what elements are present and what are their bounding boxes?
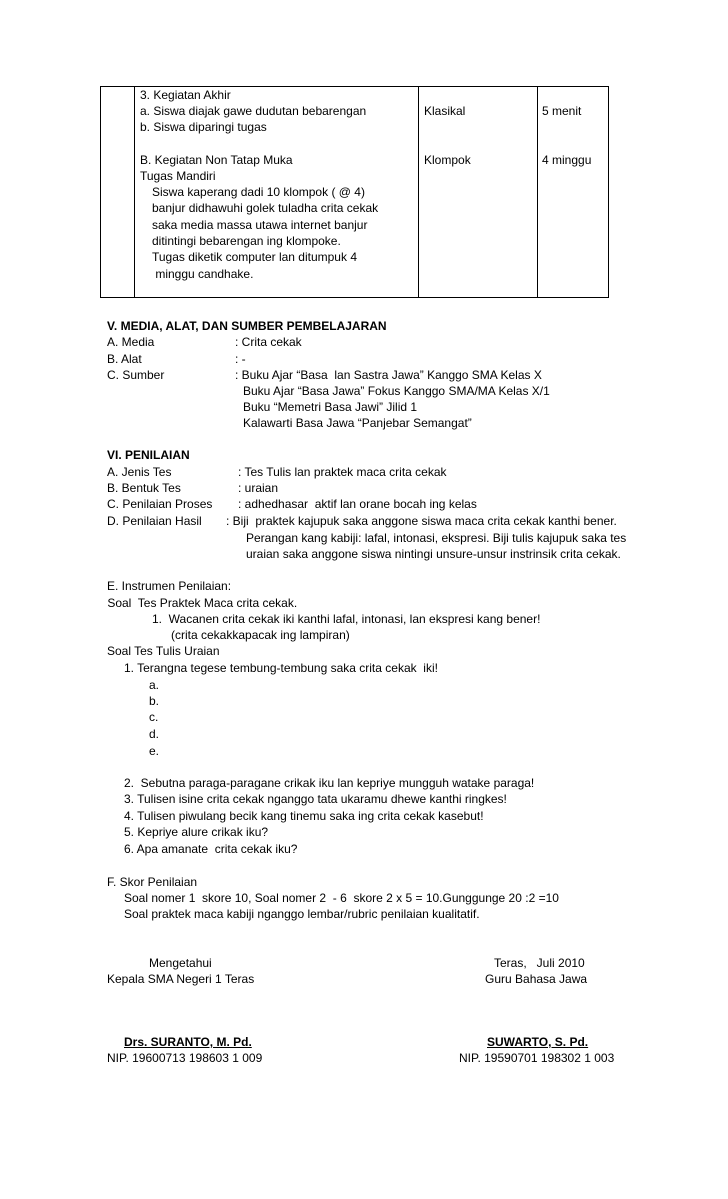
penilaian-hasil-value: : Biji praktek kajupuk saka anggone siswa maca crita cekak kanthi bener. [226,514,617,528]
mengetahui-label: Mengetahui [149,956,212,970]
question-subitem: d. [149,727,160,741]
guru-name: SUWARTO, S. Pd. [487,1035,589,1049]
tugas-line: ditintingi bebarengan ing klompoke. [152,234,341,248]
question-item: 6. Apa amanate crita cekak iku? [124,842,298,856]
skor-heading: F. Skor Penilaian [107,875,198,889]
guru-nip: NIP. 19590701 198302 1 003 [459,1051,615,1065]
sumber-value: Kalawarti Basa Jawa “Panjebar Semangat” [243,416,472,430]
question-item: 4. Tulisen piwulang becik kang tinemu saka ing crita cekak kasebut! [124,809,484,823]
sumber-label: C. Sumber [107,368,165,382]
jenis-tes-label: A. Jenis Tes [107,465,172,479]
bentuk-tes-label: B. Bentuk Tes [107,481,181,495]
media-value: : Crita cekak [235,335,302,349]
kegiatan-non-tatap-title: B. Kegiatan Non Tatap Muka [140,153,293,167]
table-column-divider [537,87,538,297]
media-heading: V. MEDIA, ALAT, DAN SUMBER PEMBELAJARAN [107,319,387,333]
bentuk-tes-value: : uraian [238,481,279,495]
kegiatan-akhir-time: 5 menit [542,104,582,118]
penilaian-proses-value: : adhedhasar aktif lan orane bocah ing kelas [238,497,477,511]
skor-line: Soal praktek maca kabiji nganggo lembar/rubric penilaian kualitatif. [124,907,480,921]
table-column-divider [418,87,419,297]
question-subitem: e. [149,744,160,758]
soal-praktek-note: (crita cekakkapacak ing lampiran) [171,628,350,642]
kepala-sekolah-name: Drs. SURANTO, M. Pd. [124,1035,252,1049]
skor-line: Soal nomer 1 skore 10, Soal nomer 2 - 6 skore 2 x 5 = 10.Gunggunge 20 :2 =10 [124,891,559,905]
penilaian-hasil-value: uraian saka anggone siswa nintingi unsure-unsur instrinsik crita cekak. [246,547,621,561]
tugas-line: banjur didhawuhi golek tuladha crita cekak [152,201,379,215]
guru-role: Guru Bahasa Jawa [485,972,588,986]
kegiatan-akhir-item-b: b. Siswa diparingi tugas [140,120,267,134]
sumber-value: Buku “Memetri Basa Jawi” Jilid 1 [243,400,418,414]
tugas-line: minggu candhake. [152,267,254,281]
jenis-tes-value: : Tes Tulis lan praktek maca crita cekak [238,465,447,479]
instrumen-heading: E. Instrumen Penilaian: [107,579,232,593]
kegiatan-akhir-form: Klasikal [424,104,466,118]
tugas-line: saka media massa utawa internet banjur [152,218,368,232]
tugas-line: Tugas diketik computer lan ditumpuk 4 [152,250,357,264]
kegiatan-akhir-item-a: a. Siswa diajak gawe dudutan bebarengan [140,104,367,118]
tugas-line: Siswa kaperang dadi 10 klompok ( @ 4) [152,185,365,199]
question-subitem: a. [149,678,160,692]
penilaian-proses-label: C. Penilaian Proses [107,497,213,511]
kepala-sekolah-nip: NIP. 19600713 198603 1 009 [107,1051,263,1065]
alat-value: : - [235,352,246,366]
kegiatan-non-tatap-time: 4 minggu [542,153,592,167]
place-date: Teras, Juli 2010 [494,956,585,970]
penilaian-hasil-value: Perangan kang kabiji: lafal, intonasi, ekspresi. Biji tulis kajupuk saka tes [246,531,627,545]
penilaian-hasil-label: D. Penilaian Hasil [107,514,202,528]
kegiatan-akhir-title: 3. Kegiatan Akhir [140,88,231,102]
sumber-value: : Buku Ajar “Basa lan Sastra Jawa” Kanggo SMA Kelas X [235,368,542,382]
question-item: 1. Terangna tegese tembung-tembung saka crita cekak iki! [124,661,438,675]
table-column-divider [134,87,135,297]
sumber-value: Buku Ajar “Basa Jawa” Fokus Kanggo SMA/MA Kelas X/1 [243,384,550,398]
soal-tulis-heading: Soal Tes Tulis Uraian [107,644,220,658]
question-item: 2. Sebutna paraga-paragane crikak iku lan kepriye mungguh watake paraga! [124,776,535,790]
alat-label: B. Alat [107,352,142,366]
soal-praktek-item: 1. Wacanen crita cekak iki kanthi lafal, intonasi, lan ekspresi kang bener! [152,612,541,626]
kepala-sekolah-role: Kepala SMA Negeri 1 Teras [107,972,255,986]
media-label: A. Media [107,335,155,349]
question-subitem: b. [149,694,160,708]
question-item: 5. Kepriye alure crikak iku? [124,825,269,839]
tugas-mandiri-title: Tugas Mandiri [140,169,216,183]
kegiatan-non-tatap-form: Klompok [424,153,471,167]
question-item: 3. Tulisen isine crita cekak nganggo tata ukaramu dhewe kanthi ringkes! [124,792,507,806]
penilaian-heading: VI. PENILAIAN [107,448,190,462]
question-subitem: c. [149,710,159,724]
soal-praktek-heading: Soal Tes Praktek Maca crita cekak. [104,596,298,610]
